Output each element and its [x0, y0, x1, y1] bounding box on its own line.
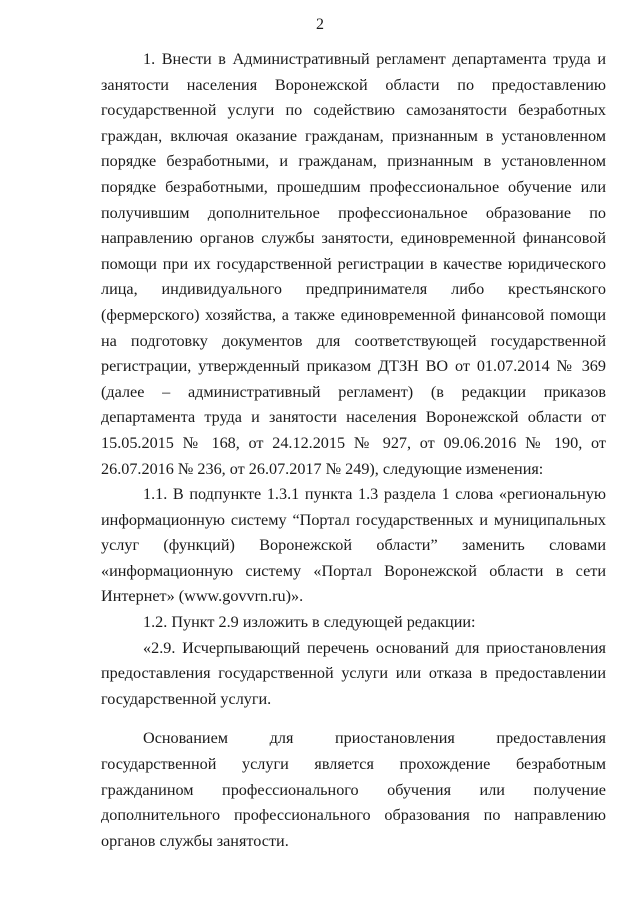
paragraph-amendment-intro: 1. Внести в Административный регламент департамента труда и занятости населения Воронежской области по предоставлению государственной услуги по содействию самозанятости безработных граждан, включая оказание гражданам, признанным в установленном порядке безработными, и гражданам, признанным в установленном порядке безработными, прошедшим профессиональное обучение или получившим дополнительное профессиональное образование по направлению органов службы занятости, единовременной финансовой помощи при их государственной регистрации в качестве юридического лица, индивидуального предпринимателя либо крестьянского (фермерского) хозяйства, а также единовременной финансовой помощи на подготовку документов для соответствующей государственной регистрации, утвержденный приказом ДТЗН ВО от 01.07.2014 № 369 (далее – административный регламент) (в редакции приказов департамента труда и занятости населения Воронежской области от 15.05.2015 № 168, от 24.12.2015 № 927, от 09.06.2016 № 190, от 26.07.2016 № 236, от 26.07.2017 № 249), следующие изменения:: [101, 50, 606, 478]
paragraph-item-1-2: 1.2. Пункт 2.9 изложить в следующей редакции:: [143, 613, 476, 632]
paragraph-suspension-basis: Основанием для приостановления предоставления государственной услуги является прохождение безработным гражданином профессионального обучения или получение дополнительного профессионального образования по направлению органов службы занятости.: [101, 729, 606, 850]
paragraph-quoted-2-9: «2.9. Исчерпывающий перечень оснований для приостановления предоставления государственной услуги или отказа в предоставлении государственной услуги.: [101, 638, 606, 708]
paragraph-item-1-1: 1.1. В подпункте 1.3.1 пункта 1.3 раздела 1 слова «региональную информационную систему “Портал государственных и муниципальных услуг (функций) Воронежской области” заменить словами «информационную систему «Портал Воронежской области в сети Интернет» (www.govvrn.ru)».: [101, 485, 606, 606]
document-body: [101, 47, 606, 854]
page-number: 2: [316, 16, 324, 33]
